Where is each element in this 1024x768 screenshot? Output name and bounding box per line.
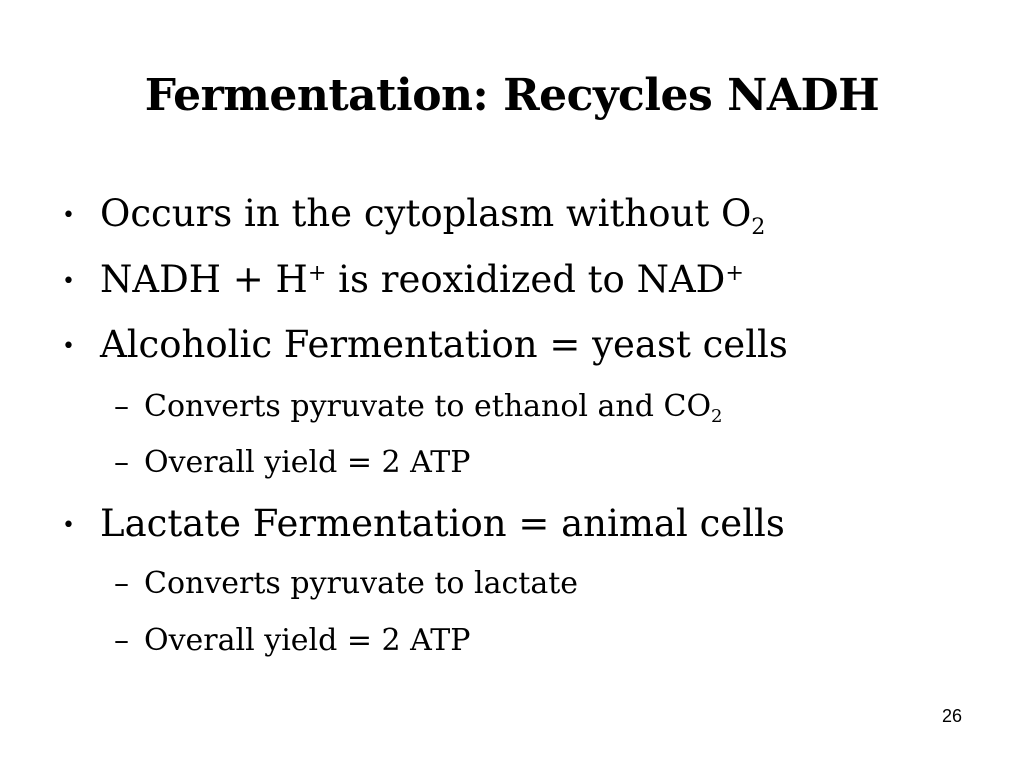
sub-bullet-marker: –: [114, 623, 129, 658]
sub-bullet-text: Converts pyruvate to lactate: [144, 566, 579, 601]
subscript: 2: [751, 213, 766, 240]
bullet-marker: •: [62, 513, 75, 538]
sub-bullet-marker: –: [114, 566, 129, 601]
page-number: 26: [941, 706, 962, 726]
sub-bullet-marker: –: [114, 445, 129, 480]
superscript: +: [725, 259, 744, 286]
bullet-text-part: NADH + H: [100, 258, 308, 301]
superscript: +: [307, 259, 327, 286]
bullet-text: [100, 258, 744, 302]
bullet-text-part: Occurs in the cytoplasm without O: [100, 192, 752, 235]
sub-bullet-marker: –: [114, 389, 129, 424]
bullet-marker: •: [62, 269, 75, 294]
bullet-text-part: Converts pyruvate to ethanol and CO: [144, 389, 712, 424]
subscript: 2: [711, 406, 723, 428]
bullet-text: Alcoholic Fermentation = yeast cells: [100, 323, 788, 366]
bullet-marker: •: [62, 334, 75, 359]
bullet-text: [100, 192, 766, 240]
bullet-text-part: is reoxidized to NAD: [326, 258, 726, 301]
sub-bullet-text: Overall yield = 2 ATP: [144, 623, 471, 658]
sub-bullet-text: [144, 389, 723, 428]
slide-title: Fermentation: Recycles NADH: [144, 70, 880, 121]
bullet-marker: •: [62, 203, 75, 228]
sub-bullet-text: Overall yield = 2 ATP: [144, 445, 471, 480]
bullet-text: Lactate Fermentation = animal cells: [100, 502, 785, 545]
